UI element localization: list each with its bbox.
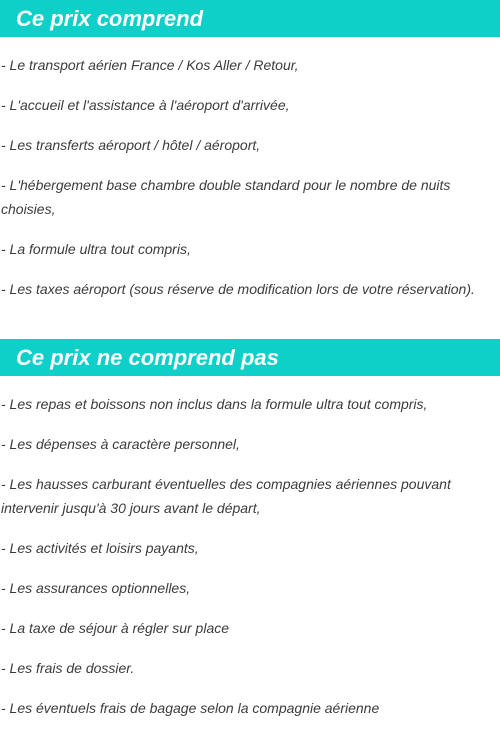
list-item: - Les transferts aéroport / hôtel / aéroport,: [1, 137, 261, 153]
list-item: - Les éventuels frais de bagage selon la compagnie aérienne: [1, 700, 380, 716]
price-includes-section: [0, 0, 500, 301]
price-includes-title: Ce prix comprend: [0, 0, 500, 37]
price-includes-list: [0, 53, 500, 301]
list-item: - Les dépenses à caractère personnel,: [1, 436, 240, 452]
price-excludes-list: [0, 392, 500, 720]
list-item: - Les frais de dossier.: [1, 660, 135, 676]
price-excludes-section: [0, 339, 500, 720]
list-item: - La taxe de séjour à régler sur place: [1, 620, 230, 636]
list-item: - La formule ultra tout compris,: [1, 241, 191, 257]
list-item: - Le transport aérien France / Kos Aller / Retour,: [1, 57, 299, 73]
list-item: - Les hausses carburant éventuelles des compagnies aériennes pouvant intervenir jusqu'à 30 jours avant le départ,: [1, 476, 451, 516]
price-excludes-title: Ce prix ne comprend pas: [0, 339, 500, 376]
list-item: - Les taxes aéroport (sous réserve de modification lors de votre réservation).: [1, 281, 475, 297]
list-item: - L'hébergement base chambre double standard pour le nombre de nuits choisies,: [1, 177, 451, 217]
list-item: - Les assurances optionnelles,: [1, 580, 191, 596]
list-item: - Les activités et loisirs payants,: [1, 540, 199, 556]
list-item: - Les repas et boissons non inclus dans la formule ultra tout compris,: [1, 396, 428, 412]
list-item: - L'accueil et l'assistance à l'aéroport d'arrivée,: [1, 97, 290, 113]
